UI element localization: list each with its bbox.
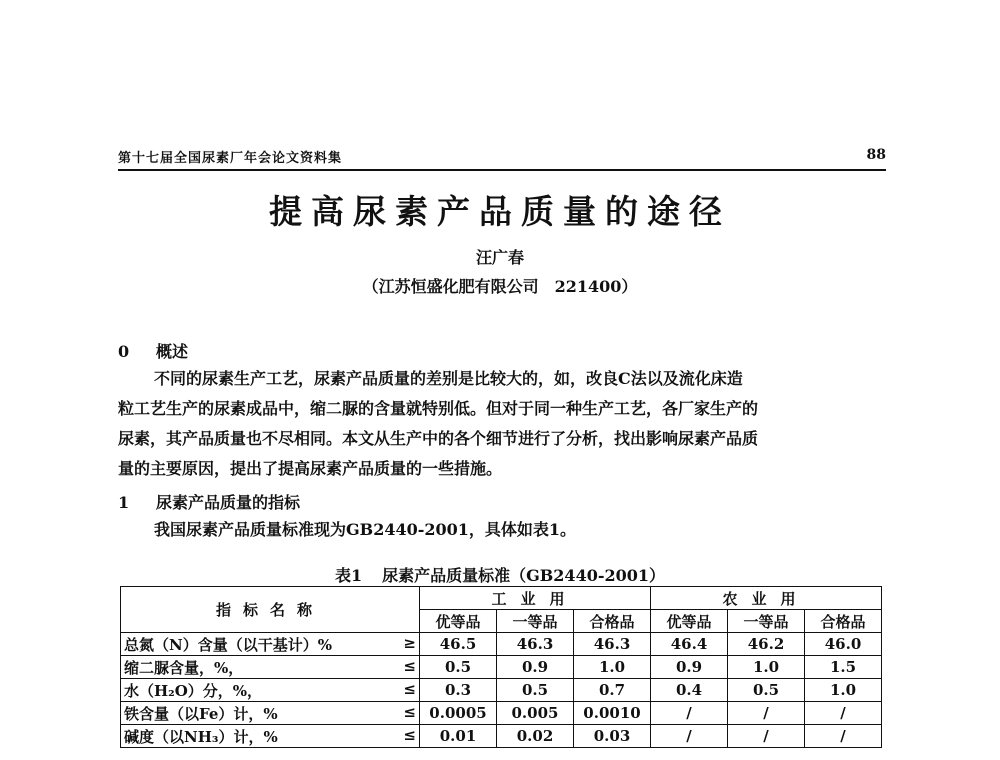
table-cell: 46.0 (805, 633, 882, 656)
row-name: 水（H₂O）分，%， (124, 681, 263, 700)
table-cell: / (805, 702, 882, 725)
section-title: 概述 (156, 342, 189, 361)
comparison-symbol: ≤ (403, 702, 416, 721)
table-cell: 0.7 (574, 679, 651, 702)
section-heading-1 (118, 490, 300, 513)
row-name: 碱度（以NH₃）计，% (124, 727, 278, 746)
comparison-symbol: ≤ (403, 725, 416, 744)
table-cell: 1.5 (805, 656, 882, 679)
row-label (121, 702, 420, 725)
table-caption-title: 尿素产品质量标准（GB2440-2001） (382, 566, 666, 585)
table-cell: 0.5 (497, 679, 574, 702)
paragraph-line: 粒工艺生产的尿素成品中，缩二脲的含量就特别低。但对于同一种生产工艺，各厂家生产的 (118, 399, 759, 418)
table-cell: 0.02 (497, 725, 574, 748)
section-number: 1 (118, 493, 130, 512)
grade-header: 合格品 (574, 610, 651, 633)
grade-header: 优等品 (420, 610, 497, 633)
row-label (121, 656, 420, 679)
paragraph-line: 量的主要原因，提出了提高尿素产品质量的一些措施。 (118, 459, 503, 478)
page-number: 88 (866, 147, 886, 163)
section-0-paragraph (118, 364, 888, 484)
table-cell: 0.005 (497, 702, 574, 725)
table-cell: 0.3 (420, 679, 497, 702)
table-cell: 1.0 (728, 656, 805, 679)
table-cell: 0.03 (574, 725, 651, 748)
paragraph-line: 我国尿素产品质量标准现为GB2440-2001，具体如表1。 (154, 520, 577, 539)
row-label (121, 633, 420, 656)
table-cell: 0.0010 (574, 702, 651, 725)
table-cell: 46.3 (574, 633, 651, 656)
section-1-paragraph (118, 515, 888, 545)
table-cell: 46.2 (728, 633, 805, 656)
table-cell: 46.3 (497, 633, 574, 656)
table-caption (0, 563, 1000, 586)
row-label (121, 725, 420, 748)
table-cell: 0.9 (497, 656, 574, 679)
table-cell: 0.01 (420, 725, 497, 748)
article-title: 提高尿素产品质量的途径 (269, 192, 731, 231)
header-group-industrial: 工业用 (420, 587, 651, 610)
table-header-row (121, 587, 882, 610)
table-caption-label: 表1 (334, 566, 363, 585)
grade-header: 一等品 (728, 610, 805, 633)
section-heading-0 (118, 339, 188, 362)
row-name: 铁含量（以Fe）计，% (124, 704, 278, 723)
author-name: 汪广春 (475, 248, 524, 267)
journal-name: 第十七届全国尿素厂年会论文资料集 (118, 151, 343, 166)
table-cell: 0.5 (728, 679, 805, 702)
table-cell: / (805, 725, 882, 748)
section-title: 尿素产品质量的指标 (156, 493, 301, 512)
comparison-symbol: ≤ (403, 679, 416, 698)
table-cell: 0.4 (651, 679, 728, 702)
table-row (121, 725, 882, 748)
table-cell: 0.5 (420, 656, 497, 679)
row-name: 缩二脲含量，%， (124, 658, 244, 677)
grade-header: 优等品 (651, 610, 728, 633)
paragraph-line: 不同的尿素生产工艺，尿素产品质量的差别是比较大的，如，改良C法以及流化床造 (154, 369, 743, 388)
header-indicator-name: 指标名称 (121, 587, 420, 633)
running-header (118, 147, 886, 171)
table-cell: / (651, 702, 728, 725)
comparison-symbol: ≤ (403, 656, 416, 675)
header-group-agricultural: 农业用 (651, 587, 882, 610)
table-cell: 1.0 (805, 679, 882, 702)
affiliation: （江苏恒盛化肥有限公司 221400） (362, 277, 638, 296)
table-cell: 0.9 (651, 656, 728, 679)
table-cell: 46.4 (651, 633, 728, 656)
table-cell: 1.0 (574, 656, 651, 679)
comparison-symbol: ≥ (403, 633, 416, 652)
table-cell: / (728, 725, 805, 748)
quality-standard-table (120, 586, 882, 748)
table-row (121, 656, 882, 679)
table-cell: / (651, 725, 728, 748)
paragraph-line: 尿素，其产品质量也不尽相同。本文从生产中的各个细节进行了分析，找出影响尿素产品质 (118, 429, 759, 448)
table-cell: / (728, 702, 805, 725)
grade-header: 合格品 (805, 610, 882, 633)
table-row (121, 633, 882, 656)
row-name: 总氮（N）含量（以干基计）% (124, 635, 332, 654)
grade-header: 一等品 (497, 610, 574, 633)
table-row (121, 679, 882, 702)
section-number: 0 (118, 342, 130, 361)
row-label (121, 679, 420, 702)
table-cell: 46.5 (420, 633, 497, 656)
table-row (121, 702, 882, 725)
table-cell: 0.0005 (420, 702, 497, 725)
